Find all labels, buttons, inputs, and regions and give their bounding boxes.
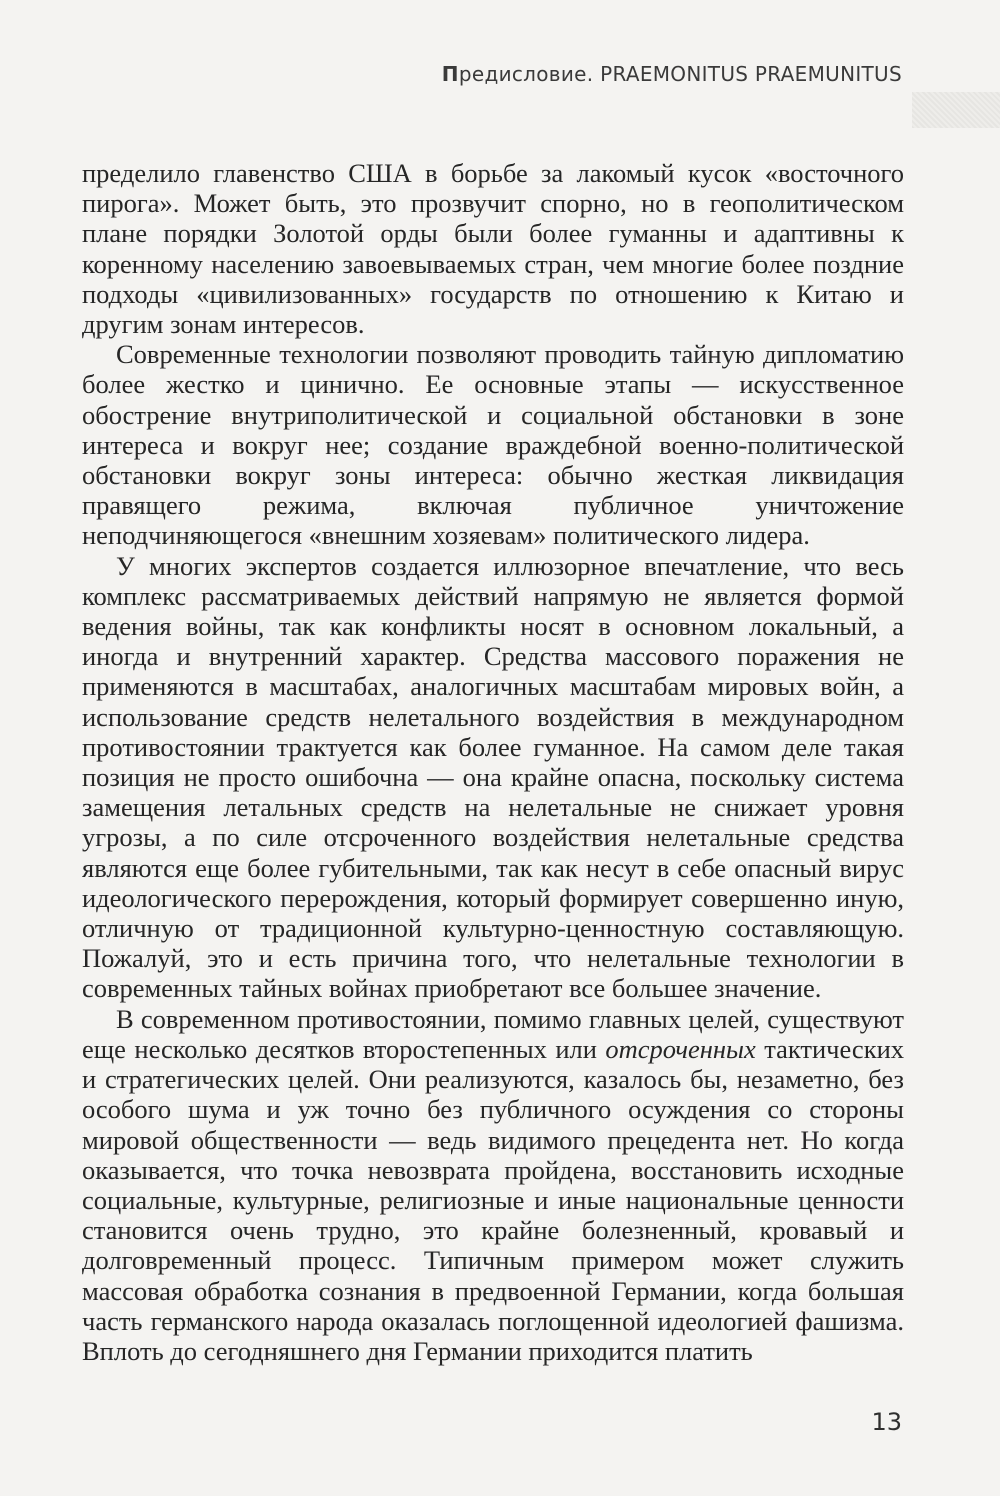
page-edge-shadow (912, 92, 1000, 128)
paragraph (82, 339, 904, 550)
paragraph-text: Современные технологии позволяют проводить тайную дипломатию более жестко и цинично. Ее основные этапы — искусственное обострение внутриполитической и социальной обстановки в зоне интереса и вокруг нее; создание враждебной военно-политической обстановки вокруг зоны интереса: обычно жесткая ликвидация правящего режима, включая публичное уничтожение неподчиняющегося «внешним хозяевам» политического лидера. (82, 339, 904, 551)
header-text: редисловие. PRAEMONITUS PRAEMUNITUS (458, 62, 902, 86)
paragraph-text: тактических и стратегических целей. Они реализуются, казалось бы, незаметно, без особого шума и уж точно без публичного осуждения со стороны мировой общественности — ведь видимого прецедента нет. Но когда оказывается, что точка невозврата пройдена, восстановить исходные социальные, культурные, религиозные и иные национальные ценности становится очень трудно, это крайне болезненный, кровавый и долговременный процесс. Типичным примером может служить массовая обработка сознания в предвоенной Германии, когда большая часть германского народа оказалась поглощенной идеологией фашизма. Вплоть до сегодняшнего дня Германии приходится платить (82, 1033, 904, 1366)
body-text (82, 158, 904, 1366)
header-initial: П (441, 62, 459, 86)
paragraph-text: В современном противостоянии, помимо главных целей, существуют еще несколько десятков второстепенных или (82, 1003, 904, 1064)
paragraph (82, 158, 904, 339)
page-number: 13 (871, 1408, 902, 1436)
paragraph-text: У многих экспертов создается иллюзорное впечатление, что весь комплекс рассматриваемых действий напрямую не является формой ведения войны, так как конфликты носят в основном локальный, а иногда и внутренний характер. Средства массового поражения не применяются в масштабах, аналогичных масштабам мировых войн, а использование средств нелетального воздействия в международном противостоянии трактуется как более гуманное. На самом деле такая позиция не просто ошибочна — она крайне опасна, поскольку система замещения летальных средств на нелетальные не снижает уровня угрозы, а по силе отсроченного воздействия нелетальные средства являются еще более губительными, так как несут в себе опасный вирус идеологического перерождения, который формирует совершенно иную, отличную от традиционной культурно-ценностную составляющую. Пожалуй, это и есть причина того, что нелетальные технологии в современных тайных войнах приобретают все большее значение. (82, 550, 904, 1004)
paragraph (82, 1004, 904, 1366)
paragraph (82, 551, 904, 1004)
running-header (442, 62, 902, 86)
emphasized-text: отсроченных (605, 1033, 756, 1064)
paragraph-text: пределило главенство США в борьбе за лакомый кусок «восточного пирога». Может быть, это прозвучит спорно, но в геополитическом плане порядки Золотой орды были более гуманны и адаптивны к коренному населению завоевываемых стран, чем многие более поздние подходы «цивилизованных» государств по отношению к Китаю и другим зонам интересов. (82, 158, 904, 340)
